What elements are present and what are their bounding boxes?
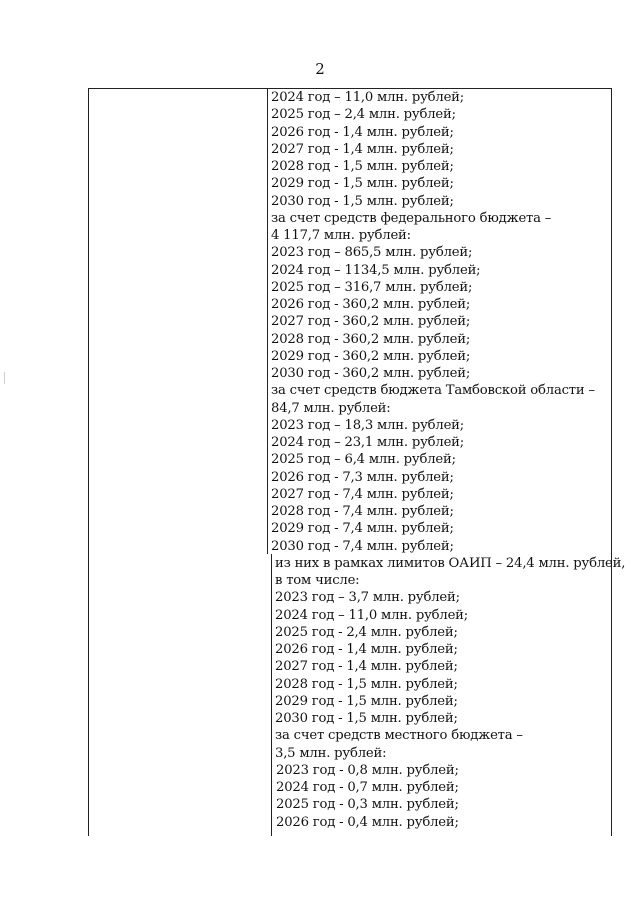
text-line: 2029 год - 7,4 млн. рублей;: [271, 521, 454, 537]
text-line: 2024 год – 23,1 млн. рублей;: [271, 435, 465, 450]
text-line: 2024 год – 11,0 млн. рублей;: [271, 90, 465, 105]
text-line: 2026 год - 7,3 млн. рублей;: [271, 469, 454, 485]
text-line: 2023 год - 0,8 млн. рублей;: [276, 762, 459, 778]
table-column-divider-upper: [267, 88, 268, 554]
text-line: 2026 год - 0,4 млн. рублей;: [276, 814, 459, 830]
text-line: за счет средств бюджета Тамбовской области –: [271, 383, 595, 399]
text-line: 2025 год - 0,3 млн. рублей;: [276, 797, 459, 813]
text-line: в том числе:: [275, 573, 360, 588]
text-line: 2023 год – 3,7 млн. рублей;: [275, 590, 460, 606]
table-left-border: [88, 88, 89, 836]
text-line: 2028 год - 1,5 млн. рублей;: [271, 159, 454, 174]
text-line: 2027 год - 7,4 млн. рублей;: [271, 486, 454, 502]
text-line: 2024 год – 1134,5 млн. рублей;: [271, 262, 481, 278]
text-line: 2026 год - 1,4 млн. рублей;: [275, 642, 458, 657]
text-line: 3,5 млн. рублей:: [275, 745, 387, 761]
text-line: 2027 год - 360,2 млн. рублей;: [271, 314, 471, 330]
text-line: из них в рамках лимитов ОАИП – 24,4 млн. рублей,: [275, 555, 626, 571]
text-line: 2025 год – 2,4 млн. рублей;: [271, 107, 456, 123]
text-line: 2029 год - 1,5 млн. рублей;: [271, 176, 454, 192]
text-line: 2027 год - 1,4 млн. рублей;: [271, 141, 454, 157]
text-line: 2025 год - 2,4 млн. рублей;: [275, 624, 458, 640]
funding-text-cell: [271, 89, 626, 831]
text-line: 2025 год – 316,7 млн. рублей;: [271, 279, 473, 295]
text-line: 2024 год - 0,7 млн. рублей;: [276, 780, 459, 795]
text-line: 2029 год - 1,5 млн. рублей;: [275, 693, 458, 709]
page-number: 2: [315, 60, 325, 78]
text-line: 2024 год – 11,0 млн. рублей;: [275, 607, 469, 623]
text-line: 2026 год - 360,2 млн. рублей;: [271, 297, 471, 312]
text-line: 2029 год - 360,2 млн. рублей;: [271, 348, 471, 364]
text-line: 2030 год - 7,4 млн. рублей;: [271, 538, 454, 554]
text-line: 2028 год - 1,5 млн. рублей;: [275, 676, 458, 692]
scan-margin-mark: [4, 372, 5, 384]
text-line: 4 117,7 млн. рублей:: [271, 228, 411, 243]
text-line: 2025 год – 6,4 млн. рублей;: [271, 452, 456, 468]
text-line: 84,7 млн. рублей:: [271, 400, 391, 416]
text-line: 2030 год - 1,5 млн. рублей;: [271, 193, 454, 209]
text-line: 2026 год - 1,4 млн. рублей;: [271, 124, 454, 140]
text-line: за счет средств федерального бюджета –: [271, 210, 552, 226]
text-line: 2030 год - 1,5 млн. рублей;: [275, 711, 458, 726]
text-line: 2030 год - 360,2 млн. рублей;: [271, 366, 471, 381]
text-line: 2023 год – 18,3 млн. рублей;: [271, 417, 465, 433]
text-line: 2023 год – 865,5 млн. рублей;: [271, 245, 473, 261]
text-line: 2028 год - 7,4 млн. рублей;: [271, 504, 454, 519]
text-line: 2028 год - 360,2 млн. рублей;: [271, 331, 471, 347]
text-line: 2027 год - 1,4 млн. рублей;: [275, 659, 458, 675]
text-line: за счет средств местного бюджета –: [275, 728, 523, 744]
